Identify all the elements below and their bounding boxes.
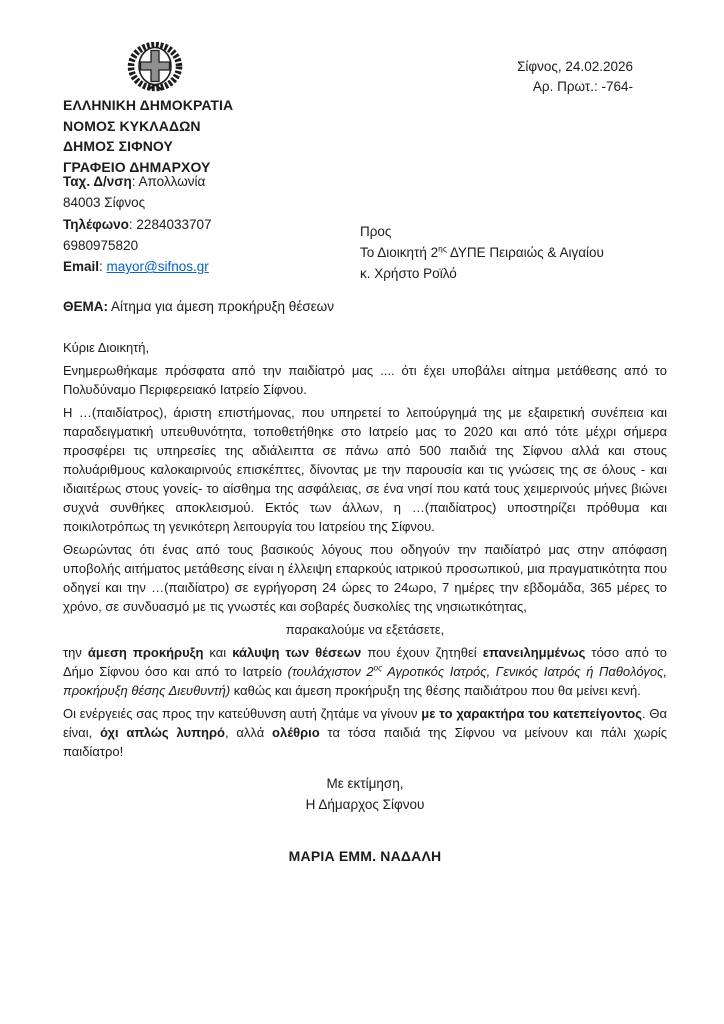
label-separator: : (131, 174, 139, 189)
label-separator: : (99, 259, 107, 275)
email-line (63, 256, 212, 277)
sender-org-line: ΝΟΜΟΣ ΚΥΚΛΑΔΩΝ (63, 117, 201, 134)
protocol-number: Αρ. Πρωτ.: -764- (532, 79, 633, 94)
closing-line: Με εκτίμηση, (326, 776, 404, 791)
recipient-line: Το Διοικητή $2^{\eta\varsigma}$ ΔΥΠΕ Πειραιώς & Αιγαίου (360, 243, 604, 260)
address-label: Ταχ. Δ/νση (63, 174, 132, 189)
recipient-line: κ. Χρήστο Ροϊλό (360, 266, 457, 281)
letter-body (63, 338, 667, 866)
subject-text: Αίτημα για άμεση προκήρυξη θέσεων (108, 299, 334, 314)
phone-line (63, 214, 212, 235)
sender-org-line: ΓΡΑΦΕΙΟ ΔΗΜΑΡΧΟΥ (63, 158, 211, 175)
address-value: Απολλωνία (138, 174, 206, 189)
closing-line: Η Δήμαρχος Σίφνου (305, 797, 425, 812)
body-paragraph: Η …(παιδίατρος), άριστη επιστήμονας, που υπηρετεί το λειτούργημά της με εξαιρετική συνέπεια και παραδειγματική υπευθυνότητα, τοποθετήθηκε στο Ιατρείο μας το 2020 και από τότε μέχρι σήμερα προσφέρει τις υπηρεσίες της αδιάλειπτα σε πάνω από 500 παιδιά της Σίφνου αλλά και στους πολυάριθμους καλοκαιρινούς επισκέπτες, δίνοντας με την παρουσία και τις γνώσεις της σε όλους - και ιδιαιτέρως στους γονείς- το αίσθημα της ασφάλειας, σε ένα νησί που κατά τους χειμερινούς μήνες βιώνει συχνά συνθήκες αποκλεισμού. Εκτός των άλλων, η …(παιδίατρος) υποστηρίζει πρόθυμα και ποικιλοτρόπως τη γενικότερη λειτουργία του Ιατρείου της Σίφνου. (63, 405, 667, 534)
sender-org-line: ΕΛΛΗΝΙΚΗ ΔΗΜΟΚΡΑΤΙΑ (63, 97, 234, 113)
place-and-date: Σίφνος, 24.02.2026 (517, 59, 633, 74)
signature-name: ΜΑΡΙΑ ΕΜΜ. ΝΑΔΑΛΗ (288, 848, 442, 864)
phone-secondary-line: 6980975820 (63, 237, 139, 253)
subject-line (63, 297, 334, 316)
salutation: Κύριε Διοικητή, (63, 340, 150, 355)
email-label: Email (63, 259, 100, 275)
sender-header (63, 95, 233, 177)
body-paragraph: Οι ενέργειές σας προς την κατεύθυνση αυτή ζητάμε να γίνουν με το χαρακτήρα του κατεπείγοντος. Θα είναι, όχι απλώς λυπηρό, αλλά ολέθριο τα τόσα παιδιά της Σίφνου να μείνουν και πάλι χωρίς παιδίατρο! (63, 706, 668, 759)
phone-value: 2284033707 (136, 216, 212, 232)
body-paragraph-centered: παρακαλούμε να εξετάσετε, (285, 622, 445, 637)
sender-contact-block (63, 171, 212, 277)
closing-block (63, 773, 667, 815)
label-separator: : (128, 216, 137, 232)
recipient-block (360, 221, 604, 284)
phone-label: Τηλέφωνο (63, 216, 129, 232)
subject-label: ΘΕΜΑ: (63, 299, 108, 314)
postal-line: 84003 Σίφνος (63, 195, 146, 211)
sender-org-line: ΔΗΜΟΣ ΣΙΦΝΟΥ (63, 138, 173, 154)
address-line (63, 171, 212, 192)
body-paragraph: Ενημερωθήκαμε πρόσφατα από την παιδίατρό μας .... ότι έχει υποβάλει αίτημα μετάθεσης από το Πολυδύναμο Περιφερειακό Ιατρείο Σίφνου. (63, 363, 667, 397)
body-paragraph: την άμεση προκήρυξη και κάλυψη των θέσεων που έχουν ζητηθεί επανειλημμένως τόσο από το Δήμο Σίφνου όσο και από το Ιατρείο (τουλάχιστον $2^{o\varsigma}$ Αγροτικός Ιατρός, Γενικός Ιατρός ή Παθολόγος, προκήρυξη θέσης Διευθυντή) καθώς και άμεση προκήρυξη της θέσης παιδιάτρου που θα μείνει κενή. (63, 645, 668, 698)
body-paragraph: Θεωρώντας ότι ένας από τους βασικούς λόγους που οδηγούν την παιδίατρό μας στην απόφαση υποβολής αιτήματος μετάθεσης είναι η έλλειψη επαρκούς ιατρικού προσωπικού, μια πραγματικότητα που οδηγεί και την …(παιδίατρο) σε εγρήγορση 24 ώρες το 24ωρο, 7 ημέρες την εβδομάδα, 365 μέρες το χρόνο, σε συνδυασμό με τις γνωστές και σοβαρές δυσκολίες της νησιωτικότητας, (63, 542, 667, 614)
dateline (517, 57, 633, 97)
to-label: Προς (360, 224, 392, 239)
greek-coat-of-arms-icon (126, 42, 184, 92)
email-link[interactable]: mayor@sifnos.gr (106, 259, 209, 275)
